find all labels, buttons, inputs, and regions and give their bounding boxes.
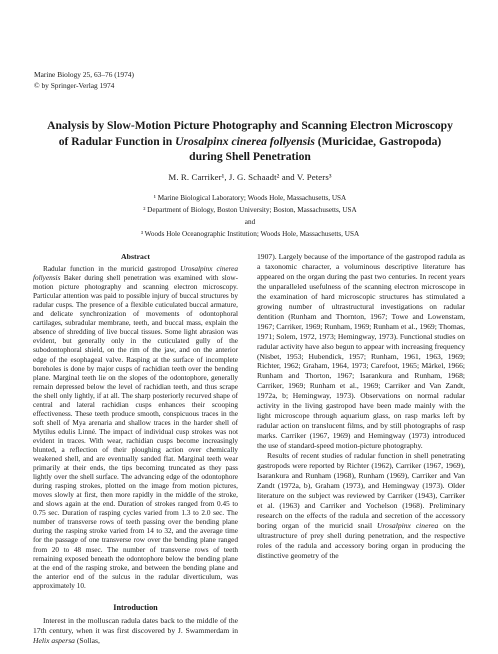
- title-line-2: [40, 134, 460, 150]
- title-line-1: Analysis by Slow-Motion Picture Photography and Scanning Electron Microscopy: [47, 119, 453, 132]
- title-species: Urosalpinx cinerea follyensis: [175, 134, 315, 148]
- left-column: [33, 252, 238, 646]
- author-list: M. R. Carriker¹, J. G. Schaadt² and V. Peters³: [168, 172, 332, 182]
- right-paragraph-2-pre: Results of recent studies of radular function in shell penetrating gastropods were reported by Richter (1962), Carriker (1967, 1969), Isarankura and Runham (1968), Runham (1969), Carriker and Van Zandt (1972a, b), Graham (1973), and Hemingway (1973). Older literature on the subject was reviewed by Carriker (1943), Carriker et al. (1963) and Carriker and Yochelson (1968). Preliminary research on the effects of the radula and secretion of the accessory boring organ of the muricid snail: [257, 451, 465, 530]
- abstract-text-pre: Radular function in the muricid gastropod: [43, 265, 181, 274]
- right-column: [257, 252, 465, 561]
- affiliation-and: and: [244, 218, 256, 226]
- journal-citation: Marine Biology 25, 63–76 (1974): [34, 70, 134, 79]
- title-line-2-pre: of Radular Function in: [58, 134, 176, 148]
- right-paragraph-1: 1907). Largely because of the importance of the gastropod radula as a taxonomic character, a voluminous descriptive literature has appeared on the organ during the past two centuries. In recent years the unparalleled usefulness of the scanning electron microscope in the examination of hard microscopic structures has stimulated a growing number of ultrastructural investigations on radular dentition (Runham and Thornton, 1967; Towe and Lowenstam, 1967; Carriker, 1969; Runham, 1969; Runham et al., 1969; Thomas, 1971; Solem, 1972, 1973; Hemingway, 1973). Functional studies on radular activity have also begun to appear with increasing frequency (Nisbet, 1953; Hubendick, 1957; Runham, 1961, 1963, 1969; Richter, 1962; Graham, 1964, 1973; Carefoot, 1965; Märkel, 1966; Runham and Thorton, 1967; Isarankura and Runham, 1968; Carriker, 1969; Runham et al., 1969; Carriker and Van Zandt, 1972a, b; Hemingway, 1973). Observations on normal radular activity in the living gastropod have been made mainly with the light microscope through aquarium glass, on rasp marks left by radular action on translucent films, and by still photographs of rasp marks. Carriker (1967, 1969) and Hemingway (1973) introduced the use of standard-speed motion-picture photography.: [257, 252, 465, 451]
- abstract-text: [33, 265, 238, 591]
- abstract-species: Urosalpinx cinerea follyensis: [33, 265, 238, 283]
- affiliation-1: ¹ Marine Biological Laboratory; Woods Hole, Massachusetts, USA: [153, 194, 347, 202]
- right-paragraph-2: [257, 451, 465, 560]
- abstract-heading: Abstract: [120, 252, 150, 261]
- introduction-text-pre: Interest in the molluscan radula dates back to the middle of the 17th century, when it was first discovered by J. Swammerdam in: [33, 615, 238, 635]
- introduction-text-post: (Sollas,: [74, 635, 100, 645]
- title-line-3: during Shell Penetration: [189, 150, 311, 163]
- affiliation-3: ³ Woods Hole Oceanographic Institution; Woods Hole, Massachusetts, USA: [140, 230, 360, 238]
- introduction-section: [33, 603, 238, 646]
- right-paragraph-2-species: Urosalpinx cinerea: [377, 520, 439, 530]
- introduction-text: [33, 616, 238, 646]
- journal-header: [34, 69, 134, 91]
- right-paragraph-2-post: on the ultrastructure of prey shell during penetration, and the respective roles of the radula and accessory boring organ in producing the distinctive geometry of the: [257, 520, 466, 560]
- title-line-2-post: (Muricidae, Gastropoda): [314, 134, 442, 148]
- paper-title: [40, 118, 460, 165]
- introduction-species: Helix aspersa: [33, 635, 75, 645]
- affiliation-2: ² Department of Biology, Boston University; Boston, Massachusetts, USA: [143, 206, 357, 214]
- abstract-text-post: Baker during shell penetration was examined with slow-motion picture photography and scanning electron microscopy. Particular attention was paid to possible injury of buccal structures by radular cusps. The presence of a flexible cuticulated buccal armature, and delicate synchronization of movements of odontophoral cartilages, subradular membrane, teeth, and buccal mass, explain the absence of shredding of live buccal tissues. Some light abrasion was evident, but generally only in the cuticulated gully of the subodontophoral shield, on the rim of the jaw, and on the anterior edge of the esophageal valve. Rasping at the surface of incomplete boreholes is done by major cusps of rachidian teeth over the bending plane. Marginal teeth lie on the slopes of the odontophore, generally remain depressed below the level of rachidian teeth, and thus scrape the shell only lightly, if at all. The sharp posteriorly recurved shape of central and lateral rachidian cusps enhances their scooping effectiveness. These teeth produce smooth, conspicuous traces in the soft shell of Mya arenaria and shallow traces in the harder shell of Mytilus edulis Linné. The impact of individual cusp strokes was not evident in traces. With wear, rachidian cusps become increasingly blunted, a reflection of their ploughing action over chemically weakened shell, and are eventually sanded flat. Marginal teeth wear primarily at their ends, the tips becoming truncated as they pass lightly over the shell surface. The advancing edge of the odontophore during rasping strokes, plotted on the image from motion pictures, moves slowly at first, then more rapidly in the middle of the stroke, and slows again at the end. Duration of strokes ranged from 0.45 to 0.75 sec. Duration of rasping cycles varied from 1.3 to 2.0 sec. The number of transverse rows of teeth passing over the bending plane during the rasping stroke varied from 14 to 32, and the average time for the passage of one transverse row over the bending plane ranged from 20 to 48 msec. The number of transverse rows of teeth remaining exposed beneath the odontophore below the bending plane at the end of the rasping stroke, and between the bending plane and the anterior end of the sulcus in the radular diverticulum, was approximately 10.: [33, 274, 238, 590]
- abstract-section: [33, 252, 238, 591]
- copyright-line: © by Springer-Verlag 1974: [34, 81, 115, 90]
- introduction-heading: Introduction: [113, 602, 158, 612]
